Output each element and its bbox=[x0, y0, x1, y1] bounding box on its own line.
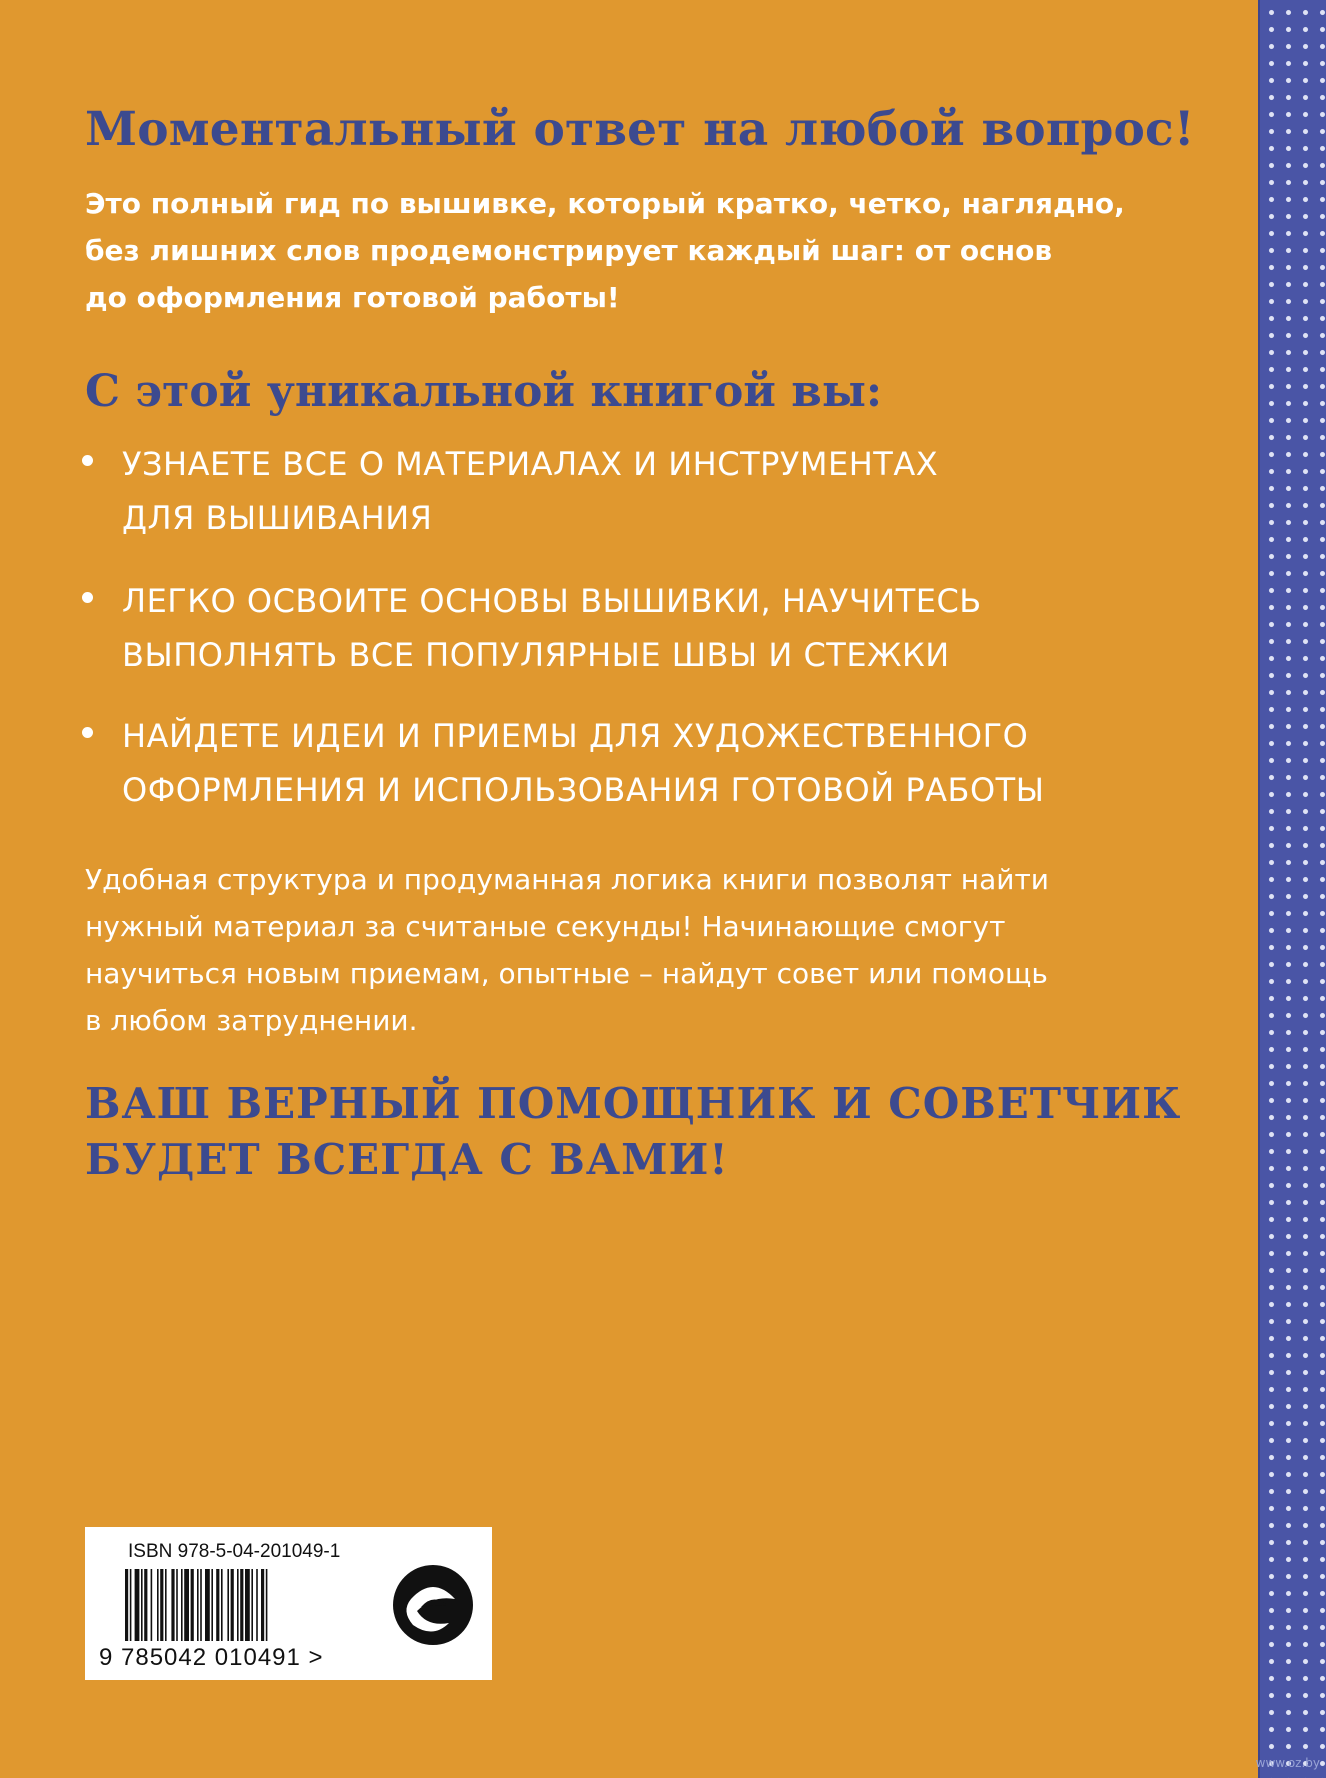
description-paragraph bbox=[85, 856, 1225, 1044]
benefit-text bbox=[122, 437, 938, 545]
body-line: Удобная структура и продуманная логика книги позволят найти bbox=[85, 863, 1049, 896]
eksmo-logo-icon bbox=[387, 1555, 479, 1655]
headline-instant-answer: Моментальный ответ на любой вопрос! bbox=[85, 102, 1195, 157]
bullet-dot-icon bbox=[82, 727, 93, 738]
headline-with-this-book: С этой уникальной книгой вы: bbox=[85, 366, 883, 417]
watermark: www.oz.by bbox=[1255, 1756, 1320, 1770]
benefit-text bbox=[122, 574, 982, 682]
headline-your-helper bbox=[85, 1076, 1205, 1188]
intro-line: без лишних слов продемонстрирует каждый шаг: от основ bbox=[85, 234, 1053, 267]
ean-digits: 9 785042 010491 > bbox=[99, 1644, 324, 1671]
body-line: в любом затруднении. bbox=[85, 1004, 418, 1037]
barcode-panel bbox=[85, 1527, 492, 1680]
barcode-icon bbox=[125, 1569, 325, 1649]
body-line: научиться новым приемам, опытные – найдут совет или помощь bbox=[85, 957, 1048, 990]
spine-fabric bbox=[1255, 0, 1326, 1778]
body-line: нужный материал за считаные секунды! Начинающие смогут bbox=[85, 910, 1006, 943]
isbn-text: ISBN 978-5-04-201049-1 bbox=[128, 1541, 341, 1562]
headline-line: ВАШ ВЕРНЫЙ ПОМОЩНИК И СОВЕТЧИК bbox=[85, 1079, 1182, 1128]
bullet-dot-icon bbox=[82, 592, 93, 603]
benefit-line: УЗНАЕТЕ ВСЕ О МАТЕРИАЛАХ И ИНСТРУМЕНТАХ bbox=[122, 445, 939, 483]
intro-line: Это полный гид по вышивке, который кратко, четко, наглядно, bbox=[85, 187, 1125, 220]
bullet-dot-icon bbox=[82, 455, 93, 466]
benefit-line: ОФОРМЛЕНИЯ И ИСПОЛЬЗОВАНИЯ ГОТОВОЙ РАБОТЫ bbox=[122, 771, 1045, 809]
benefit-line: НАЙДЕТЕ ИДЕИ И ПРИЕМЫ ДЛЯ ХУДОЖЕСТВЕННОГО bbox=[122, 717, 1029, 755]
benefit-line: ВЫПОЛНЯТЬ ВСЕ ПОПУЛЯРНЫЕ ШВЫ И СТЕЖКИ bbox=[122, 636, 950, 674]
benefit-line: ЛЕГКО ОСВОИТЕ ОСНОВЫ ВЫШИВКИ, НАУЧИТЕСЬ bbox=[122, 582, 982, 620]
benefit-text bbox=[122, 709, 1044, 817]
benefit-line: ДЛЯ ВЫШИВАНИЯ bbox=[122, 499, 433, 537]
intro-line: до оформления готовой работы! bbox=[85, 281, 620, 314]
intro-paragraph bbox=[85, 180, 1225, 321]
headline-line: БУДЕТ ВСЕГДА С ВАМИ! bbox=[85, 1135, 729, 1184]
